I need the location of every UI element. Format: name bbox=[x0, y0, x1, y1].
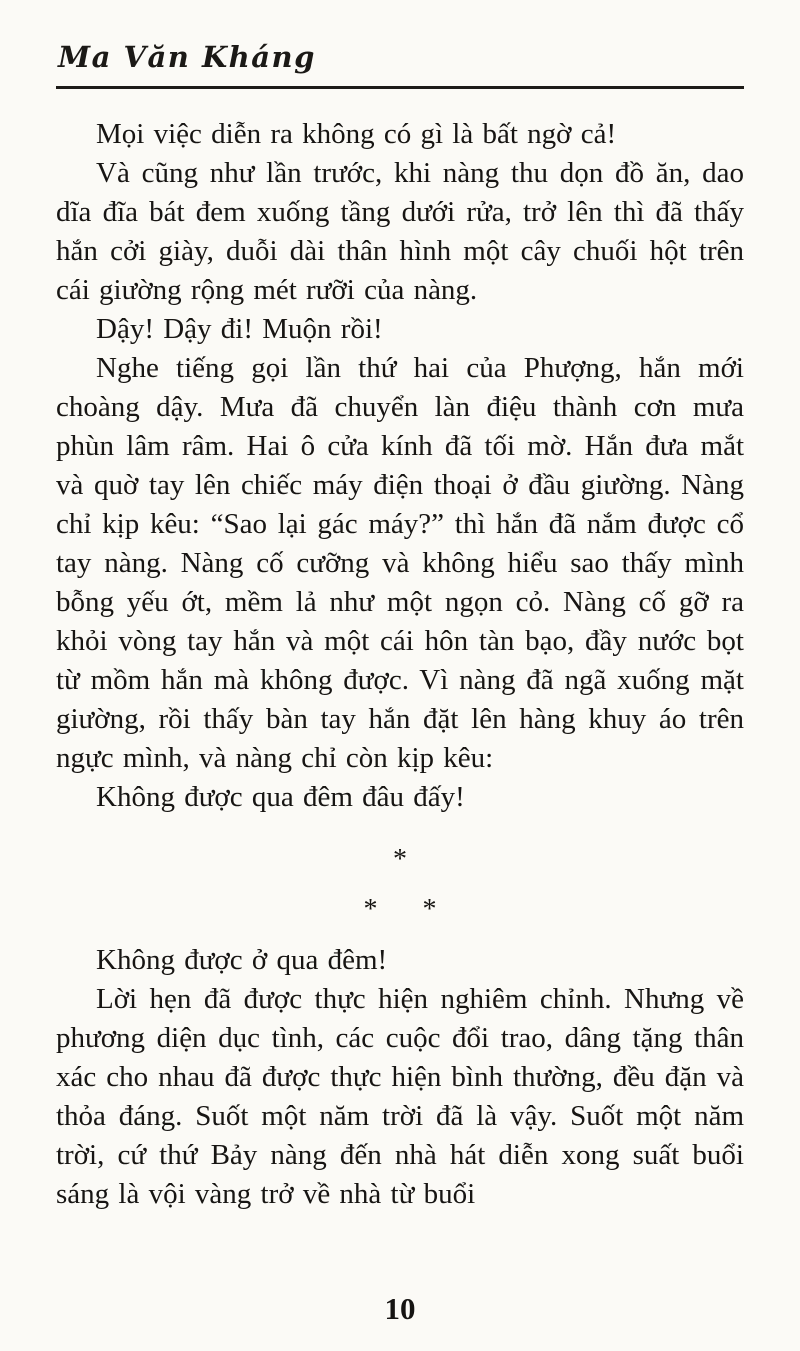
running-header-author: Ma Văn Kháng bbox=[58, 40, 316, 74]
separator-asterisk-bottom: * * bbox=[363, 894, 437, 925]
separator-asterisk-top: * bbox=[393, 844, 407, 875]
paragraph: Và cũng như lần trước, khi nàng thu dọn đồ ăn, dao dĩa đĩa bát đem xuống tầng dưới rửa, trở lên thì đã thấy hắn cởi giày, duỗi dài thân hình một cây chuối hột trên cái giường rộng mét rưỡi của nàng. bbox=[56, 157, 744, 306]
section-separator bbox=[56, 835, 744, 935]
page-number: 10 bbox=[384, 1291, 416, 1326]
paragraph: Không được qua đêm đâu đấy! bbox=[96, 781, 465, 813]
paragraph: Lời hẹn đã được thực hiện nghiêm chỉnh. Nhưng về phương diện dục tình, các cuộc đổi trao, dâng tặng thân xác cho nhau đã được thực hiện bình thường, đều đặn và thỏa đáng. Suốt một năm trời đã là vậy. Suốt một năm trời, cứ thứ Bảy nàng đến nhà hát diễn xong suất buổi sáng là vội vàng trở về nhà từ buổi bbox=[56, 983, 744, 1210]
body-text-section-1 bbox=[56, 115, 744, 817]
paragraph: Không được ở qua đêm! bbox=[96, 944, 388, 976]
header-rule bbox=[56, 86, 744, 89]
paragraph: Dậy! Dậy đi! Muộn rồi! bbox=[96, 313, 383, 345]
body-text-section-2 bbox=[56, 941, 744, 1214]
paragraph: Nghe tiếng gọi lần thứ hai của Phượng, hắn mới choàng dậy. Mưa đã chuyển làn điệu thành cơn mưa phùn lâm râm. Hai ô cửa kính đã tối mờ. Hắn đưa mắt và quờ tay lên chiếc máy điện thoại ở đầu giường. Nàng chỉ kịp kêu: “Sao lại gác máy?” thì hắn đã nắm được cổ tay nàng. Nàng cố cưỡng và không hiểu sao thấy mình bỗng yếu ớt, mềm lả như một ngọn cỏ. Nàng cố gỡ ra khỏi vòng tay hắn và một cái hôn tàn bạo, đầy nước bọt từ mồm hắn mà không được. Vì nàng đã ngã xuống mặt giường, rồi thấy bàn tay hắn đặt lên hàng khuy áo trên ngực mình, và nàng chỉ còn kịp kêu: bbox=[56, 352, 744, 774]
paragraph: Mọi việc diễn ra không có gì là bất ngờ cả! bbox=[96, 118, 617, 150]
